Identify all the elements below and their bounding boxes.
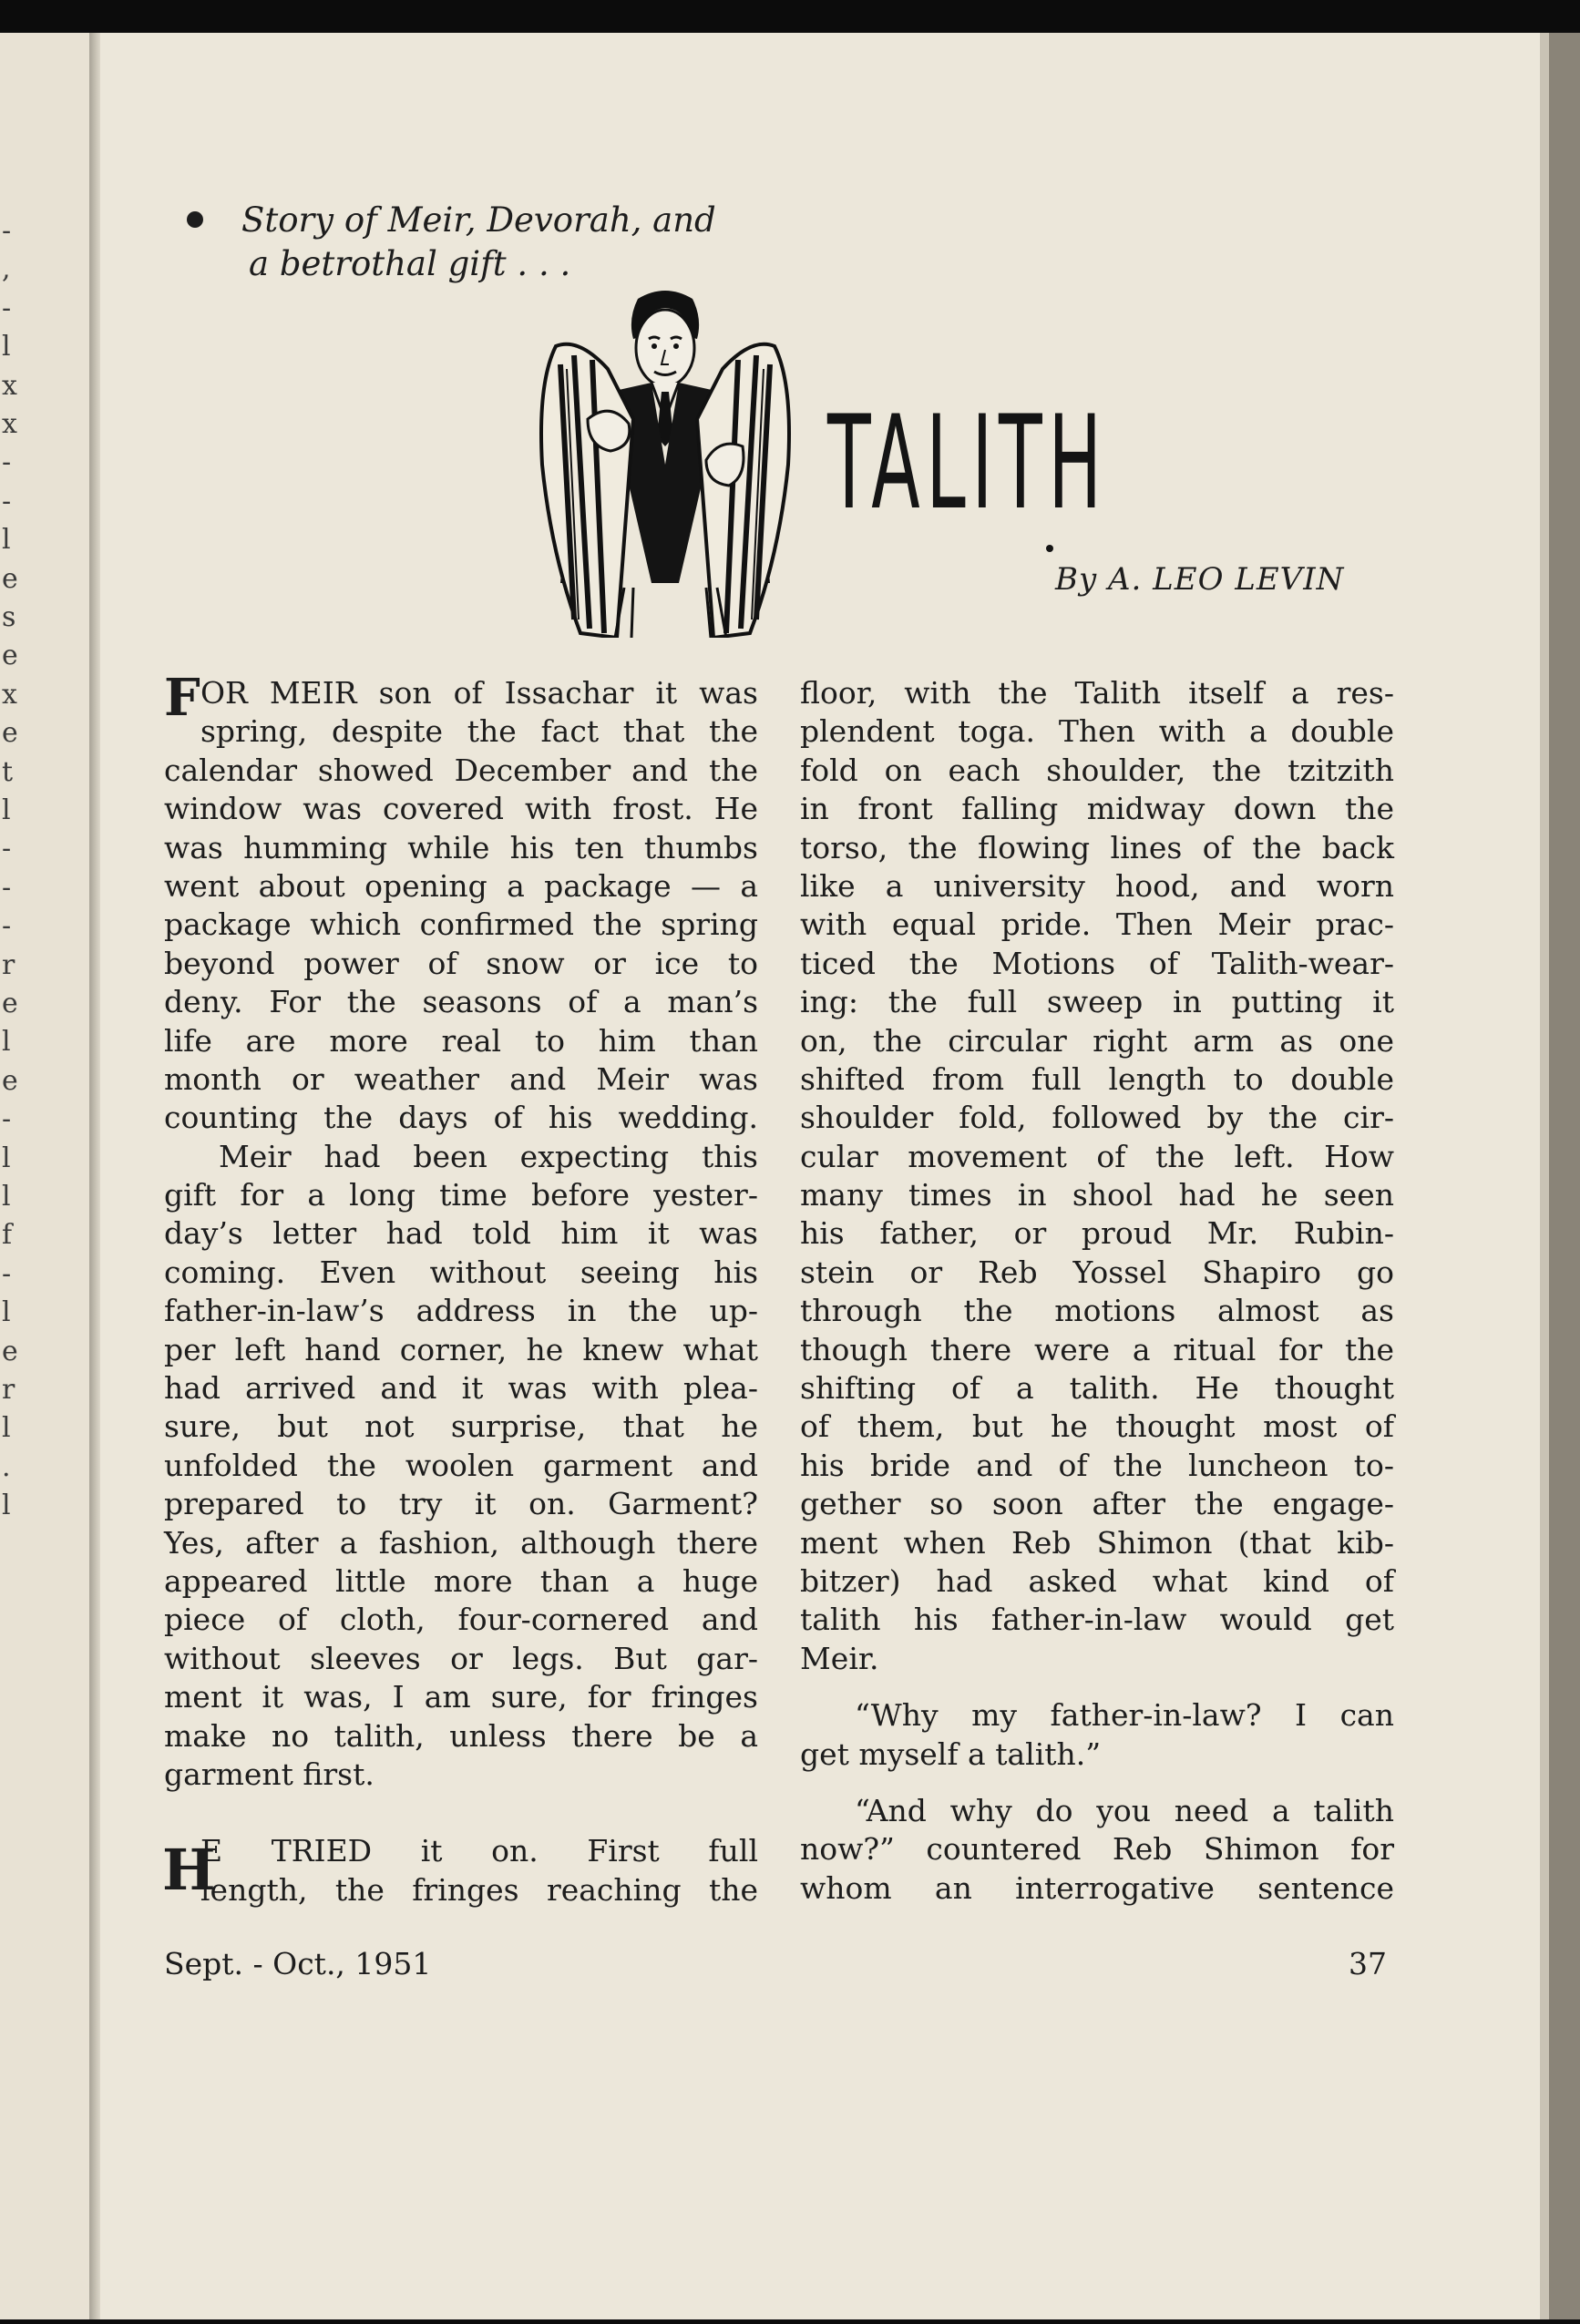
text-line: life are more real to him than	[164, 1022, 758, 1059]
prev-page-char: -	[2, 485, 12, 517]
prev-page-char: -	[2, 833, 12, 865]
prev-page-char: l	[2, 1490, 11, 1522]
prev-page-char: s	[2, 601, 16, 633]
prev-page-char: -	[2, 292, 12, 324]
text-line: coming. Even without seeing his	[164, 1254, 758, 1290]
text-line: of them, but he thought most of	[800, 1408, 1394, 1445]
text-line: in front falling midway down the	[800, 791, 1394, 827]
prev-page-char: x	[2, 408, 17, 440]
story-title: TALITH	[827, 388, 1108, 538]
text-line: cular movement of the left. How	[800, 1138, 1394, 1174]
prev-page-char: r	[2, 1374, 15, 1406]
text-line: torso, the flowing lines of the back	[800, 829, 1394, 865]
prev-page-char: e	[2, 1335, 18, 1367]
previous-page-edge	[0, 33, 89, 2319]
prev-page-char: l	[2, 1026, 11, 1059]
prev-page-char: l	[2, 1296, 11, 1329]
prev-page-char: e	[2, 640, 18, 672]
man-draping-talith-illustration	[524, 282, 806, 638]
text-line: ment when Reb Shimon (that kib-	[800, 1524, 1394, 1561]
title-dot	[1046, 545, 1053, 552]
prev-page-char: l	[2, 1142, 11, 1174]
text-line: with equal pride. Then Meir prac-	[800, 906, 1394, 943]
text-line: ment it was, I am sure, for fringes	[164, 1679, 758, 1715]
text-line: now?” countered Reb Shimon for	[800, 1831, 1394, 1868]
text-line: his father, or proud Mr. Rubin-	[800, 1215, 1394, 1252]
text-line: OR MEIR son of Issachar it was	[200, 675, 758, 711]
prev-page-char: e	[2, 1064, 18, 1097]
text-line: calendar showed December and the	[164, 752, 758, 788]
text-line: many times in shool had he seen	[800, 1177, 1394, 1213]
text-line: deny. For the seasons of a man’s	[164, 984, 758, 1020]
prev-page-char: -	[2, 1103, 12, 1136]
prev-page-char: l	[2, 331, 11, 363]
paragraph-gap	[800, 1774, 1394, 1792]
text-line: was humming while his ten thumbs	[164, 829, 758, 865]
text-line: month or weather and Meir was	[164, 1060, 758, 1097]
prev-page-char: l	[2, 524, 11, 557]
text-line: package which confirmed the spring	[164, 906, 758, 943]
text-line: Yes, after a fashion, although there	[164, 1524, 758, 1561]
text-line: appeared little more than a huge	[164, 1562, 758, 1599]
text-line: bitzer) had asked what kind of	[800, 1562, 1394, 1599]
prev-page-char: -	[2, 446, 12, 479]
text-line: his bride and of the luncheon to-	[800, 1447, 1394, 1483]
text-line: without sleeves or legs. But gar-	[164, 1640, 758, 1676]
text-line: fold on each shoulder, the tzitzith	[800, 752, 1394, 788]
prev-page-char: ,	[2, 253, 11, 286]
prev-page-char: -	[2, 1257, 12, 1290]
text-line: on, the circular right arm as one	[800, 1022, 1394, 1059]
text-line: stein or Reb Yossel Shapiro go	[800, 1254, 1394, 1290]
text-line: E TRIED it on. First full	[200, 1833, 758, 1869]
drop-cap-f: F	[164, 668, 200, 728]
prev-page-char: l	[2, 794, 11, 826]
text-line: talith his father-in-law would get	[800, 1602, 1394, 1638]
byline: By A. LEO LEVIN	[1055, 561, 1345, 598]
prev-page-char: e	[2, 562, 18, 595]
drop-cap-h: H	[162, 1837, 216, 1903]
text-line: whom an interrogative sentence	[800, 1869, 1394, 1906]
text-line: Meir.	[800, 1640, 879, 1676]
text-line: ing: the full sweep in putting it	[800, 984, 1394, 1020]
prev-page-char: -	[2, 871, 12, 904]
text-line: day’s letter had told him it was	[164, 1215, 758, 1252]
paragraph-gap	[800, 1678, 1394, 1696]
kicker-line-2: a betrothal gift . . .	[249, 244, 571, 283]
text-line: length, the fringes reaching the	[200, 1871, 758, 1908]
text-line: gether so soon after the engage-	[800, 1486, 1394, 1522]
paragraph-gap	[164, 1794, 758, 1832]
prev-page-char: x	[2, 678, 17, 711]
prev-page-char: -	[2, 215, 12, 247]
page-edge-right	[1540, 33, 1580, 2319]
text-line: like a university hood, and worn	[800, 867, 1394, 904]
text-line: ticed the Motions of Talith-wear-	[800, 945, 1394, 981]
kicker-line-1: Story of Meir, Devorah, and	[241, 200, 716, 240]
prev-page-char: x	[2, 369, 17, 402]
text-line: get myself a talith.”	[800, 1735, 1102, 1772]
bullet-icon	[187, 211, 203, 228]
footer-date: Sept. - Oct., 1951	[164, 1946, 432, 1981]
text-line: per left hand corner, he knew what	[164, 1331, 758, 1367]
text-line: though there were a ritual for the	[800, 1331, 1394, 1367]
text-line: garment first.	[164, 1756, 374, 1792]
prev-page-char: e	[2, 988, 18, 1019]
text-line: window was covered with frost. He	[164, 791, 758, 827]
text-line: shoulder fold, followed by the cir-	[800, 1100, 1394, 1136]
left-column	[164, 668, 758, 1909]
text-line: plendent toga. Then with a double	[800, 713, 1394, 750]
prev-page-char: l	[2, 1412, 11, 1445]
prev-page-char: .	[2, 1450, 11, 1483]
book-gutter	[89, 33, 100, 2319]
prev-page-char: l	[2, 1181, 11, 1213]
prev-page-char: f	[2, 1219, 13, 1252]
text-line: shifted from full length to double	[800, 1060, 1394, 1097]
text-line: had arrived and it was with plea-	[164, 1370, 758, 1407]
text-line: went about opening a package — a	[164, 867, 758, 904]
text-line: father-in-law’s address in the up-	[164, 1293, 758, 1329]
text-line: piece of cloth, four-cornered and	[164, 1602, 758, 1638]
text-line: counting the days of his wedding.	[164, 1100, 758, 1136]
prev-page-char: e	[2, 717, 18, 750]
text-line: prepared to try it on. Garment?	[164, 1486, 758, 1522]
page-number: 37	[1349, 1946, 1387, 1981]
right-column	[800, 674, 1394, 1908]
text-line: shifting of a talith. He thought	[800, 1370, 1394, 1407]
text-line: floor, with the Talith itself a res-	[800, 675, 1394, 711]
text-line: through the motions almost as	[800, 1293, 1394, 1329]
text-line: spring, despite the fact that the	[200, 713, 758, 750]
text-line: unfolded the woolen garment and	[164, 1447, 758, 1483]
text-line: “And why do you need a talith	[855, 1792, 1394, 1828]
text-line: sure, but not surprise, that he	[164, 1408, 758, 1445]
prev-page-char: -	[2, 910, 12, 943]
prev-page-char: t	[2, 755, 14, 788]
text-line: beyond power of snow or ice to	[164, 945, 758, 981]
text-line: “Why my father-in-law? I can	[855, 1697, 1394, 1734]
text-line: Meir had been expecting this	[219, 1138, 758, 1174]
text-line: gift for a long time before yester-	[164, 1177, 758, 1213]
text-line: make no talith, unless there be a	[164, 1717, 758, 1754]
prev-page-char: r	[2, 948, 15, 981]
